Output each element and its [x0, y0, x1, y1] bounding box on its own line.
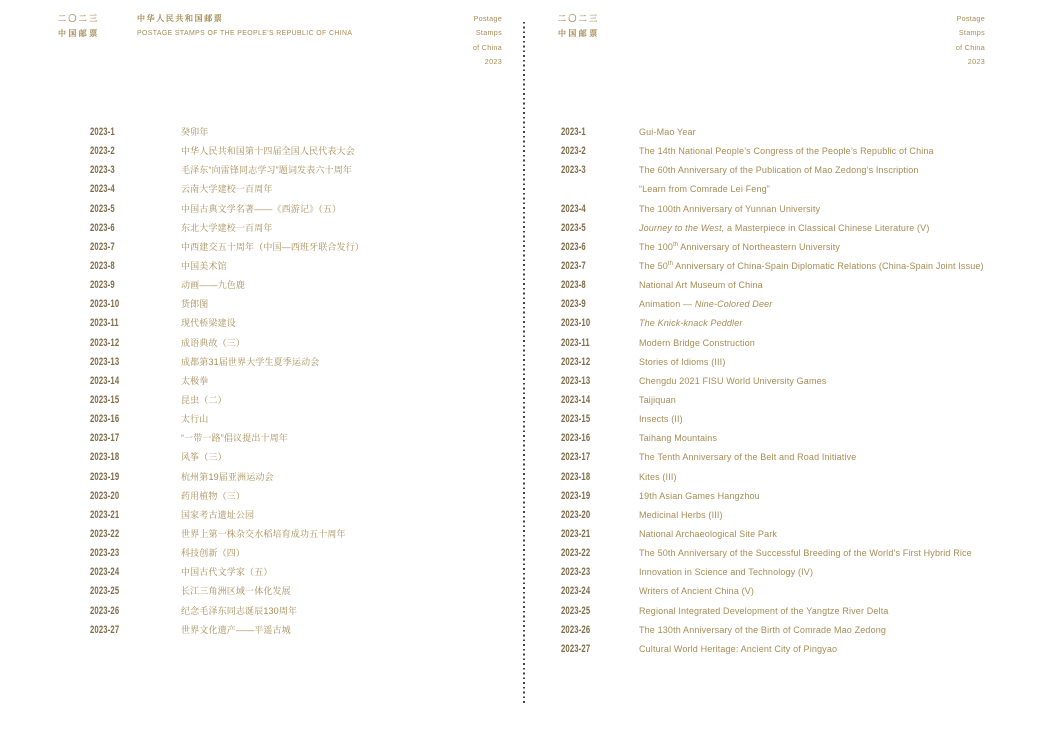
toc-row — [90, 122, 364, 141]
stamp-number: 2023-14 — [90, 374, 120, 387]
stamp-number-cell — [561, 371, 639, 389]
stamp-title: Medicinal Herbs (III) — [639, 509, 723, 520]
stamp-title: Chengdu 2021 FISU World University Games — [639, 375, 827, 386]
toc-row — [561, 620, 984, 639]
header-brand-cjk: 中国邮票 — [58, 28, 100, 38]
toc-row — [561, 294, 984, 313]
stamp-number-cell — [561, 237, 639, 255]
stamp-number-cell — [90, 505, 181, 523]
header-brand-cjk: 中国邮票 — [558, 28, 600, 38]
left-header-year-block — [58, 12, 100, 41]
stamp-number-cell — [90, 581, 181, 599]
toc-row — [90, 620, 364, 639]
stamp-title: Gui-Mao Year — [639, 127, 696, 137]
stamp-number: 2023-25 — [561, 604, 591, 617]
stamp-number: 2023-26 — [561, 623, 591, 636]
stamp-title: Taihang Mountains — [639, 433, 718, 444]
stamp-number-cell — [90, 313, 181, 331]
stamp-number: 2023-18 — [90, 451, 120, 464]
toc-row — [561, 639, 984, 658]
toc-row — [561, 524, 984, 543]
toc-row — [90, 371, 364, 390]
toc-row — [561, 581, 984, 600]
stamp-title: Innovation in Science and Technology (IV) — [639, 567, 814, 578]
toc-row — [561, 601, 984, 620]
stamp-title: 中西建交五十周年（中国—西班牙联合发行） — [181, 241, 365, 252]
stamp-title: 纪念毛泽东同志诞辰130周年 — [181, 605, 298, 616]
stamp-number-cell — [561, 390, 639, 408]
stamp-title: 杭州第19届亚洲运动会 — [181, 471, 274, 482]
toc-row — [561, 543, 984, 562]
stamp-number: 2023-10 — [90, 298, 120, 311]
stamp-number: 2023-23 — [90, 547, 120, 560]
stamp-number: 2023-6 — [561, 240, 586, 253]
stamp-number: 2023-20 — [90, 489, 120, 502]
stamp-title: 太极拳 — [181, 375, 209, 386]
stamp-number: 2023-5 — [90, 202, 115, 215]
stamp-number: 2023-24 — [561, 585, 591, 598]
stamp-number-cell — [561, 160, 639, 178]
toc-row — [561, 179, 984, 198]
stamp-number: 2023-21 — [561, 527, 591, 540]
stamp-number-cell — [561, 447, 639, 465]
stamp-title: “一带一路”倡议提出十周年 — [181, 433, 288, 444]
toc-row — [90, 256, 364, 275]
toc-row — [561, 199, 984, 218]
stamp-title: The 60th Anniversary of the Publication of Mao Zedong’s Inscription — [639, 165, 919, 176]
stamp-title: 成语典故（三） — [181, 337, 246, 348]
stamp-number-cell — [561, 352, 639, 370]
stamp-number: 2023-16 — [90, 413, 120, 426]
stamp-title: 中国古代文学家（五） — [181, 567, 273, 578]
toc-list-english — [561, 122, 984, 658]
toc-row — [90, 313, 364, 332]
stamp-number: 2023-8 — [561, 279, 586, 292]
left-header-edition-block — [473, 12, 502, 70]
stamp-number-cell — [561, 313, 639, 331]
stamp-number: 2023-19 — [561, 489, 591, 502]
stamp-number-cell — [561, 294, 639, 312]
stamp-title: The 50th Anniversary of China-Spain Diplomatic Relations (China-Spain Joint Issue) — [639, 260, 984, 271]
edition-line: Stamps — [958, 28, 985, 38]
edition-line: of China — [955, 42, 985, 52]
toc-row — [90, 275, 364, 294]
stamp-number-cell — [90, 352, 181, 370]
stamp-number: 2023-4 — [90, 183, 115, 196]
left-header-title-block — [137, 12, 352, 41]
stamp-number-cell — [90, 333, 181, 351]
stamp-title: The 100th Anniversary of Northeastern University — [639, 241, 841, 252]
stamp-title: The Tenth Anniversary of the Belt and Road Initiative — [639, 452, 857, 463]
stamp-number-cell — [561, 122, 639, 140]
toc-row — [561, 237, 984, 256]
toc-row — [561, 256, 984, 275]
stamp-title: Regional Integrated Development of the Yangtze River Delta — [639, 605, 889, 616]
toc-row — [90, 581, 364, 600]
edition-line: of China — [472, 42, 502, 52]
stamp-title: The 50th Anniversary of the Successful Breeding of the World’s First Hybrid Rice — [639, 548, 972, 559]
stamp-number: 2023-17 — [90, 432, 120, 445]
stamp-number-cell — [561, 409, 639, 427]
stamp-number: 2023-20 — [561, 508, 591, 521]
stamp-number-cell — [561, 467, 639, 485]
stamp-number-cell — [90, 160, 181, 178]
stamp-number-cell — [90, 390, 181, 408]
stamp-number: 2023-18 — [561, 470, 591, 483]
stamp-number-cell — [561, 639, 639, 657]
stamp-number: 2023-22 — [90, 527, 120, 540]
stamp-title: 中国美术馆 — [181, 260, 227, 271]
stamp-number-cell — [90, 524, 181, 542]
stamp-number-cell — [90, 199, 181, 217]
toc-row — [90, 352, 364, 371]
toc-row — [561, 562, 984, 581]
stamp-title: Animation — Nine-Colored Deer — [639, 299, 773, 310]
stamp-title: 科技创新（四） — [181, 548, 246, 559]
stamp-number: 2023-1 — [561, 126, 586, 138]
toc-row — [90, 467, 364, 486]
toc-row — [90, 141, 364, 160]
stamp-number-cell — [561, 620, 639, 638]
stamp-number: 2023-21 — [90, 508, 120, 521]
header-year-cjk: 二〇二三 — [558, 14, 600, 23]
stamp-number-cell — [561, 505, 639, 523]
stamp-title: 中国古典文学名著——《西游记》（五） — [181, 203, 342, 214]
edition-line: Stamps — [475, 28, 502, 38]
stamp-number-cell — [90, 543, 181, 561]
stamp-number-cell — [90, 122, 181, 140]
toc-row — [561, 371, 984, 390]
stamp-title: Cultural World Heritage: Ancient City of Pingyao — [639, 643, 838, 654]
stamp-title: 成都第31届世界大学生夏季运动会 — [181, 356, 320, 367]
toc-row — [561, 447, 984, 466]
stamp-number: 2023-5 — [561, 221, 586, 234]
toc-row — [561, 409, 984, 428]
stamp-title: 风筝（三） — [181, 452, 227, 463]
header-title-en: POSTAGE STAMPS OF THE PEOPLE'S REPUBLIC OF CHINA — [137, 29, 353, 37]
stamp-title: 昆虫（二） — [181, 394, 227, 405]
stamp-number: 2023-13 — [90, 355, 120, 368]
stamp-title: 货郎图 — [181, 299, 209, 310]
toc-row — [90, 447, 364, 466]
stamp-title: The Knick-knack Peddler — [639, 318, 743, 329]
stamp-title: 癸卯年 — [181, 127, 209, 137]
stamp-number-cell — [90, 237, 181, 255]
toc-row — [561, 505, 984, 524]
toc-row — [561, 333, 984, 352]
stamp-number: 2023-2 — [561, 145, 586, 158]
toc-row — [561, 160, 984, 179]
toc-row — [561, 486, 984, 505]
stamp-number: 2023-23 — [561, 566, 591, 579]
stamp-number-cell — [90, 141, 181, 159]
stamp-number: 2023-12 — [90, 336, 120, 349]
stamp-number-cell — [561, 179, 639, 197]
stamp-number: 2023-6 — [90, 221, 115, 234]
stamp-number: 2023-15 — [90, 393, 120, 406]
right-header-edition-block — [956, 12, 985, 70]
stamp-number-cell — [561, 543, 639, 561]
stamp-number-cell — [90, 275, 181, 293]
stamp-title: Insects (II) — [639, 414, 683, 425]
toc-row — [90, 390, 364, 409]
stamp-title: 长江三角洲区域一体化发展 — [181, 586, 291, 597]
stamp-title: “Learn from Comrade Lei Feng” — [639, 184, 770, 195]
stamp-number: 2023-22 — [561, 547, 591, 560]
stamp-number: 2023-2 — [90, 145, 115, 158]
stamp-number: 2023-1 — [90, 126, 115, 138]
toc-row — [90, 160, 364, 179]
stamp-number-cell — [90, 218, 181, 236]
toc-row — [561, 390, 984, 409]
stamp-title: The 100th Anniversary of Yunnan University — [639, 203, 821, 214]
stamp-title: Stories of Idioms (III) — [639, 356, 726, 367]
stamp-number: 2023-4 — [561, 202, 586, 215]
stamp-title: 现代桥梁建设 — [181, 318, 236, 329]
toc-row — [90, 562, 364, 581]
stamp-number: 2023-12 — [561, 355, 591, 368]
stamp-number: 2023-7 — [561, 259, 586, 272]
stamp-number-cell — [561, 275, 639, 293]
page-english-contents — [524, 0, 1049, 737]
stamp-number: 2023-11 — [561, 336, 590, 349]
toc-row — [561, 467, 984, 486]
toc-row — [90, 409, 364, 428]
stamp-number: 2023-15 — [561, 413, 591, 426]
stamp-number: 2023-26 — [90, 604, 120, 617]
stamp-number-cell — [561, 218, 639, 236]
toc-row — [561, 141, 984, 160]
stamp-number: 2023-27 — [90, 623, 120, 636]
stamp-number-cell — [90, 620, 181, 638]
toc-row — [90, 524, 364, 543]
stamp-number-cell — [90, 179, 181, 197]
edition-line: Postage — [956, 14, 985, 23]
stamp-number-cell — [561, 199, 639, 217]
stamp-number-cell — [561, 562, 639, 580]
stamp-title: 药用植物（三） — [181, 490, 246, 501]
edition-line: 2023 — [967, 57, 985, 67]
toc-row — [90, 294, 364, 313]
stamp-number-cell — [90, 256, 181, 274]
stamp-title: Kites (III) — [639, 471, 677, 482]
toc-row — [90, 199, 364, 218]
edition-line: 2023 — [484, 57, 502, 67]
toc-row — [90, 486, 364, 505]
stamp-number-cell — [90, 294, 181, 312]
stamp-title: 19th Asian Games Hangzhou — [639, 490, 760, 501]
stamp-number: 2023-16 — [561, 432, 591, 445]
header-title-cjk: 中华人民共和国邮票 — [137, 14, 224, 23]
stamp-title: 东北大学建校一百周年 — [181, 222, 273, 233]
toc-row — [90, 543, 364, 562]
stamp-title: Journey to the West, a Masterpiece in Classical Chinese Literature (V) — [639, 222, 930, 233]
stamp-title: 世界上第一株杂交水稻培育成功五十周年 — [181, 528, 346, 539]
stamp-title: National Archaeological Site Park — [639, 528, 778, 539]
toc-row — [90, 333, 364, 352]
toc-row — [561, 313, 984, 332]
stamp-number-cell — [90, 428, 181, 446]
stamp-number: 2023-3 — [561, 164, 586, 177]
stamp-title: 云南大学建校一百周年 — [181, 184, 273, 195]
stamp-number: 2023-19 — [90, 470, 120, 483]
toc-row — [90, 237, 364, 256]
right-header-year-block — [558, 12, 600, 41]
toc-row — [90, 218, 364, 237]
stamp-number: 2023-24 — [90, 566, 120, 579]
stamp-number-cell — [561, 581, 639, 599]
stamp-title: 世界文化遗产——平遥古城 — [181, 624, 291, 635]
stamp-number: 2023-11 — [90, 317, 119, 330]
stamp-number-cell — [90, 562, 181, 580]
toc-row — [561, 275, 984, 294]
stamp-title: 中华人民共和国第十四届全国人民代表大会 — [181, 146, 355, 157]
stamp-number: 2023-9 — [90, 279, 115, 292]
stamp-number-cell — [561, 524, 639, 542]
stamp-number: 2023-9 — [561, 298, 586, 311]
stamp-title: 国家考古遗址公园 — [181, 509, 255, 520]
stamp-title: Modern Bridge Construction — [639, 337, 755, 348]
stamp-number: 2023-8 — [90, 259, 115, 272]
stamp-number-cell — [90, 371, 181, 389]
stamp-number: 2023-25 — [90, 585, 120, 598]
stamp-number: 2023-17 — [561, 451, 591, 464]
header-year-cjk: 二〇二三 — [58, 14, 100, 23]
stamp-number-cell — [561, 333, 639, 351]
stamp-number-cell — [561, 256, 639, 274]
stamp-number: 2023-13 — [561, 374, 591, 387]
toc-row — [90, 601, 364, 620]
stamp-title: 太行山 — [181, 414, 209, 425]
stamp-number: 2023-3 — [90, 164, 115, 177]
stamp-title: National Art Museum of China — [639, 280, 763, 291]
page-chinese-contents — [0, 0, 523, 737]
stamp-number-cell — [90, 447, 181, 465]
stamp-title: Taijiquan — [639, 394, 676, 405]
stamp-title: 毛泽东“向雷锋同志学习”题词发表六十周年 — [181, 165, 352, 176]
toc-row — [561, 218, 984, 237]
stamp-title: The 14th National People’s Congress of the People’s Republic of China — [639, 146, 934, 157]
toc-row — [90, 179, 364, 198]
toc-list-chinese — [90, 122, 364, 639]
stamp-number: 2023-10 — [561, 317, 591, 330]
toc-row — [90, 505, 364, 524]
toc-row — [561, 352, 984, 371]
stamp-number-cell — [561, 141, 639, 159]
stamp-number-cell — [90, 409, 181, 427]
stamp-number-cell — [561, 601, 639, 619]
stamp-number-cell — [90, 486, 181, 504]
stamp-number-cell — [90, 601, 181, 619]
stamp-number: 2023-27 — [561, 642, 591, 655]
stamp-title: The 130th Anniversary of the Birth of Comrade Mao Zedong — [639, 624, 887, 635]
stamp-title: Writers of Ancient China (V) — [639, 586, 755, 597]
stamp-number-cell — [90, 467, 181, 485]
stamp-number: 2023-14 — [561, 393, 591, 406]
stamp-number-cell — [561, 428, 639, 446]
stamp-number: 2023-7 — [90, 240, 115, 253]
toc-row — [561, 122, 984, 141]
stamp-number-cell — [561, 486, 639, 504]
toc-row — [561, 428, 984, 447]
stamp-title: 动画——九色鹿 — [181, 280, 246, 291]
edition-line: Postage — [473, 14, 502, 23]
toc-row — [90, 428, 364, 447]
